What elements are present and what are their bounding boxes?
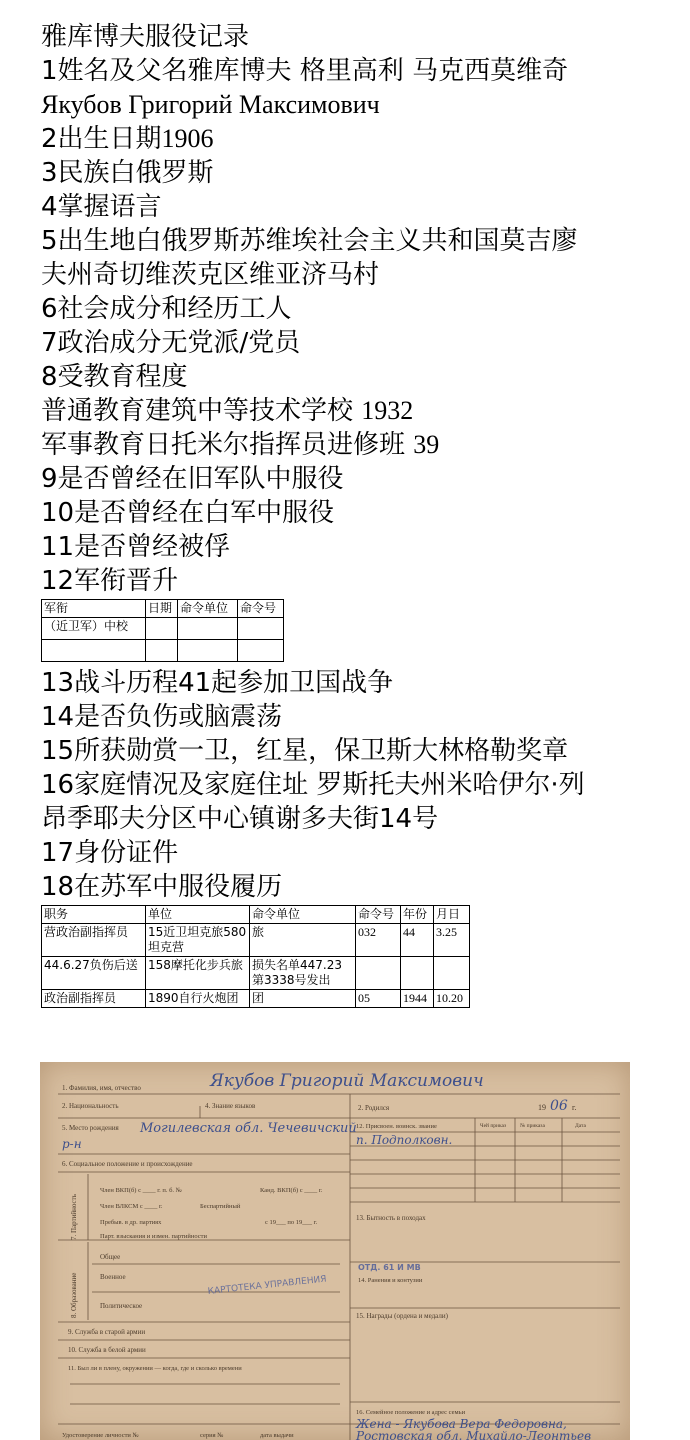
- rank-cell: [178, 618, 238, 640]
- service-cell: 旅: [250, 924, 356, 957]
- card-label-id: Удостоверение личности №: [62, 1432, 139, 1439]
- rank-header-order: 命令号: [238, 600, 284, 618]
- archive-stamp-2: ОТД. 61 И МВ: [358, 1263, 421, 1272]
- service-cell: 政治副指挥员: [42, 990, 146, 1008]
- card-party-row: Беспартийный: [200, 1203, 241, 1210]
- service-header: 单位: [146, 906, 250, 924]
- nationality: 3民族白俄罗斯: [41, 158, 214, 188]
- card-label-social: 6. Социальное положение и происхождение: [62, 1160, 193, 1168]
- service-cell: [434, 957, 470, 990]
- edu-military-label: 军事教育日托米尔指挥员进修班: [41, 430, 414, 460]
- card-label-old-army: 9. Служба в старой армии: [68, 1328, 146, 1336]
- rank-header-unit: 命令单位: [178, 600, 238, 618]
- card-col-order-by: Чей приказ: [480, 1123, 507, 1129]
- rank-header-rank: 军衔: [42, 600, 146, 618]
- service-cell: 032: [356, 924, 401, 957]
- card-label-party: 7. Партийность: [70, 1194, 78, 1240]
- card-label-captivity: 11. Был ли в плену, окружении — когда, где и сколько времени: [68, 1365, 242, 1372]
- card-label-born: 2. Родился: [358, 1104, 390, 1112]
- handwritten-rank: п. Подполковн.: [356, 1133, 453, 1147]
- edu-general-year: 1932: [361, 396, 414, 425]
- handwritten-name: Якубов Григорий Максимович: [210, 1071, 484, 1091]
- service-cell: 15近卫坦克旅580坦克营: [146, 924, 250, 957]
- card-label-id-date: дата выдачи: [260, 1432, 294, 1439]
- service-cell: [356, 957, 401, 990]
- card-party-row: Член ВЛКСМ с ____ г.: [100, 1203, 163, 1210]
- service-cell: [401, 957, 434, 990]
- service-cell: 1944: [401, 990, 434, 1008]
- edu-military-year: 39: [413, 430, 440, 459]
- card-label-awards: 15. Награды (ордена и медали): [356, 1312, 448, 1320]
- name-chinese: 1姓名及父名雅库博夫 格里高利 马克西莫维奇: [41, 56, 569, 86]
- name-russian: Якубов Григорий Максимович: [41, 90, 380, 119]
- doc-title: 雅库博夫服役记录: [41, 22, 250, 52]
- rank-table: [41, 599, 284, 662]
- card-col-date: Дата: [575, 1123, 586, 1129]
- service-header: 年份: [401, 906, 434, 924]
- table-row: [42, 924, 470, 957]
- edu-general-label: 普通教育建筑中等技术学校: [41, 396, 362, 426]
- service-header: 月日: [434, 906, 470, 924]
- combat-history: 13战斗历程41起参加卫国战争: [41, 668, 394, 698]
- card-label-campaigns: 13. Бытность в походах: [356, 1214, 426, 1222]
- service-cell: 158摩托化步兵旅: [146, 957, 250, 990]
- rank-cell: （近卫军）中校: [42, 618, 146, 640]
- handwritten-birthplace: Могилевская обл. Чечевичский: [140, 1121, 357, 1136]
- social-status: 6社会成分和经历工人: [41, 294, 292, 324]
- card-edu-general: Общее: [100, 1253, 121, 1261]
- card-label-nationality: 2. Национальность: [62, 1102, 119, 1110]
- birth-year: 1906: [161, 124, 214, 153]
- id-document: 17身份证件: [41, 838, 179, 868]
- rank-header-date: 日期: [146, 600, 178, 618]
- white-army-service: 10是否曾经在白军中服役: [41, 498, 335, 528]
- card-label-family: 16. Семейное положение и адрес семьи: [356, 1409, 466, 1416]
- rank-cell: [146, 640, 178, 662]
- birthplace-line-2: 夫州奇切维茨克区维亚济马村: [41, 260, 380, 290]
- table-row: [42, 957, 470, 990]
- service-cell: 营政治副指挥员: [42, 924, 146, 957]
- handwritten-district: р-н: [62, 1137, 82, 1151]
- education: 8受教育程度: [41, 362, 188, 392]
- card-label-white-army: 10. Служба в белой армии: [68, 1346, 146, 1354]
- handwritten-family: Жена - Якубова Вера Федоровна,: [356, 1417, 567, 1431]
- captured: 11是否曾经被俘: [41, 532, 231, 562]
- service-cell: 损失名单447.23第3338号发出: [250, 957, 356, 990]
- card-party-row: Пребыв. в др. партиях: [100, 1219, 162, 1226]
- card-edu-military: Военное: [100, 1273, 126, 1281]
- rank-cell: [42, 640, 146, 662]
- wounds: 14是否负伤或脑震荡: [41, 702, 283, 732]
- rank-table-header: [42, 600, 284, 618]
- card-label-promotions: 12. Присвоен. воинск. звание: [356, 1123, 437, 1130]
- card-label-education: 8. Образование: [70, 1272, 78, 1318]
- birthplace-line-1: 5出生地白俄罗斯苏维埃社会主义共和国莫吉廖: [41, 226, 578, 256]
- service-cell: 05: [356, 990, 401, 1008]
- service-table: [41, 905, 470, 1008]
- family-line-1: 16家庭情况及家庭住址 罗斯托夫州米哈伊尔·列: [41, 770, 585, 800]
- family-line-2: 昂季耶夫分区中心镇谢多夫街14号: [41, 804, 439, 834]
- archive-card-scan: [40, 1062, 630, 1440]
- service-header: 职务: [42, 906, 146, 924]
- table-row: [42, 640, 284, 662]
- card-label-birthplace: 5. Место рождения: [62, 1124, 119, 1132]
- document-transcript: [41, 20, 661, 1012]
- card-label-id-series: серия №: [200, 1432, 224, 1439]
- service-cell: 44: [401, 924, 434, 957]
- ranks-label: 12军衔晋升: [41, 566, 179, 596]
- birth-date: [41, 122, 661, 156]
- service-cell: 团: [250, 990, 356, 1008]
- card-col-order-no: № приказа: [520, 1123, 545, 1129]
- service-cell: 10.20: [434, 990, 470, 1008]
- awards: 15所获勋赏一卫，红星，保卫斯大林格勒奖章: [41, 736, 569, 766]
- service-cell: 1890自行火炮团: [146, 990, 250, 1008]
- rank-cell: [238, 618, 284, 640]
- education-general: [41, 394, 661, 428]
- card-birth-prefix: 19: [538, 1103, 546, 1112]
- service-header: 命令单位: [250, 906, 356, 924]
- old-army-service: 9是否曾经在旧军队中服役: [41, 464, 344, 494]
- card-party-row: с 19___ по 19___ г.: [265, 1219, 318, 1226]
- archive-card-drawing: [40, 1062, 630, 1440]
- service-table-header: [42, 906, 470, 924]
- card-birth-suffix: г.: [572, 1103, 577, 1112]
- rank-cell: [238, 640, 284, 662]
- education-military: [41, 428, 661, 462]
- card-label-wounds: 14. Ранения и контузии: [358, 1277, 423, 1284]
- service-header: 命令号: [356, 906, 401, 924]
- card-party-row: Канд. ВКП(б) с ____ г.: [260, 1187, 323, 1194]
- service-cell: 44.6.27负伤后送: [42, 957, 146, 990]
- service-label: 18在苏军中服役履历: [41, 872, 283, 902]
- service-cell: 3.25: [434, 924, 470, 957]
- card-party-row: Член ВКП(б) с ____ г. п. б. №: [100, 1187, 182, 1194]
- rank-cell: [146, 618, 178, 640]
- handwritten-family-address: Ростовская обл. Михайло-Леонтьев: [356, 1429, 592, 1440]
- rank-cell: [178, 640, 238, 662]
- table-row: [42, 618, 284, 640]
- political-status: 7政治成分无党派/党员: [41, 328, 301, 358]
- birth-label: 2出生日期: [41, 124, 162, 154]
- card-party-row: Парт. взыскания и измен. партийности: [100, 1233, 207, 1240]
- card-edu-political: Политическое: [100, 1302, 143, 1310]
- table-row: [42, 990, 470, 1008]
- archive-stamp: КАРТОТЕКА УПРАВЛЕНИЯ: [207, 1274, 328, 1297]
- languages: 4掌握语言: [41, 192, 162, 222]
- card-label-languages: 4. Знание языков: [205, 1102, 256, 1110]
- card-label-name: 1. Фамилия, имя, отчество: [62, 1084, 141, 1092]
- handwritten-year: 06: [550, 1098, 568, 1114]
- card-grid-lines: [58, 1094, 620, 1440]
